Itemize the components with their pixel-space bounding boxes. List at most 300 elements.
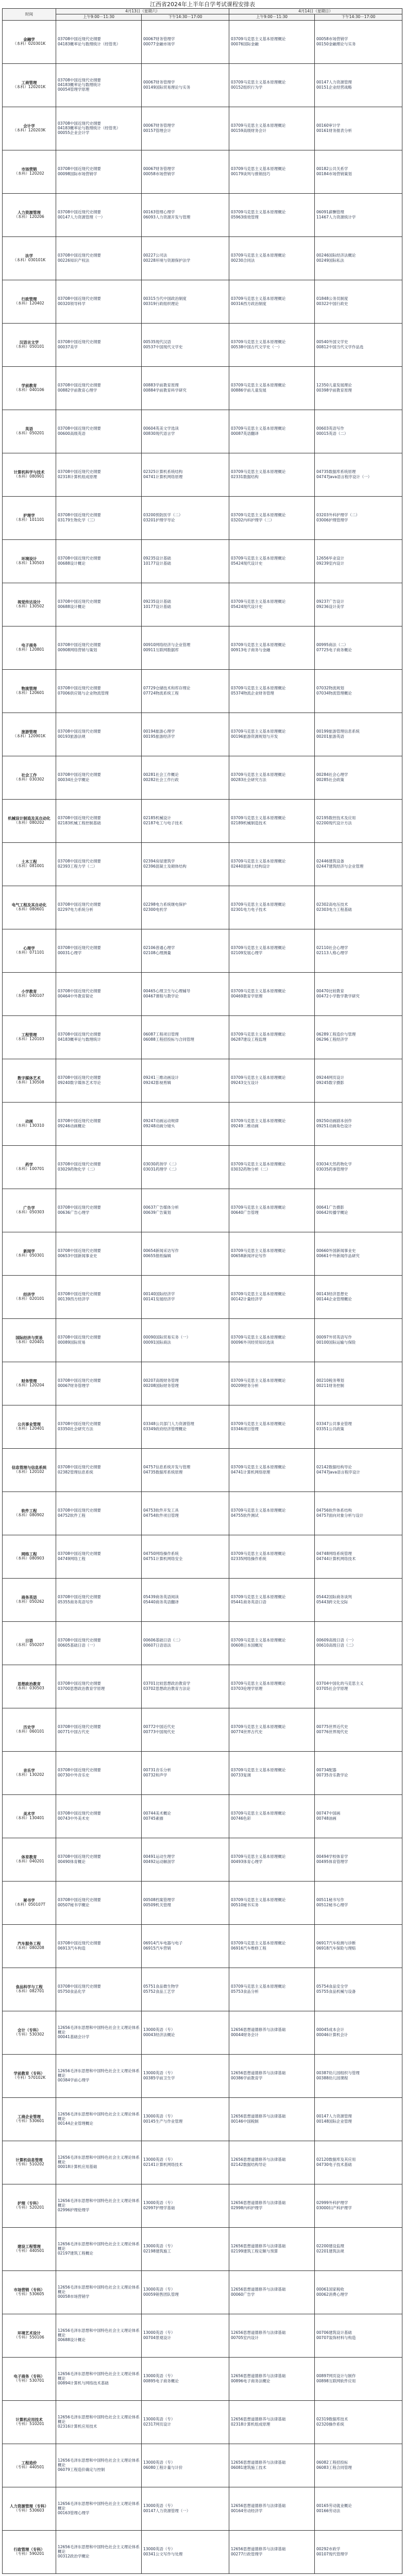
major-name: 工程造价 [21,2460,37,2465]
course-entry: 02141计算机网络技术 [143,2162,183,2167]
course-entry: 04757面向对象分析与设计 [316,1513,364,1518]
course-entry: 00147人力资源管理（一） [143,2508,191,2513]
session-cell [315,2487,402,2530]
course-entry: 00641广告摄影 [316,1205,344,1210]
table-row [3,410,402,453]
course-entry: 12656毛泽东思想和中国特色社会主义理论体系概论 [58,2025,140,2035]
session-cell [56,193,142,236]
course-entry: 12656毛泽东思想和中国特色社会主义理论体系概论 [58,2285,140,2294]
course-entry: 00707装饰材料与构造 [316,2335,356,2340]
course-entry: 07034物流管理概论 [316,690,352,696]
course-entry: 00911互联网数据库 [143,647,179,652]
major-cell [3,20,56,63]
session-cell [142,2530,229,2573]
session-cell [229,410,315,453]
course-entry: 02142数据结构导论 [316,1465,352,1470]
course-entry: 00145生产与作业管理 [143,2119,183,2124]
major-name: 工商企业管理 [18,2114,41,2119]
course-entry: 03709马克思主义基本原理概论 [231,426,286,431]
course-entry: 03708中国近现代史纲要 [58,1681,101,1686]
course-entry: 02440混凝土结构设计 [231,863,271,869]
major-code: （专科）440501 [14,2465,44,2470]
session-cell [229,1145,315,1189]
course-entry: 02183机械工程控制基础 [58,820,101,825]
course-entry: 00341公文写作与处理 [143,2551,183,2556]
table-row [3,1015,402,1059]
session-cell [315,1492,402,1535]
session-cell [229,2011,315,2054]
course-entry: 00199旅游管理信息系统 [316,729,360,734]
session-cell [315,1924,402,1968]
course-entry: 00277行政管理学 [231,2551,263,2556]
course-entry: 03709马克思主义基本原理概论 [231,80,286,85]
session-cell [315,1232,402,1275]
course-entry: 03709马克思主义基本原理概论 [231,556,286,561]
session-cell [229,1708,315,1751]
major-name: 动画 [25,1118,33,1124]
header-date-day2: 4月14日（星期日） [229,9,402,14]
major-name: 美术学 [23,1811,35,1816]
session-cell [56,626,142,669]
course-entry: 03708中国近现代史纲要 [58,729,101,734]
session-cell [229,1318,315,1362]
course-entry: 03708中国近现代史纲要 [58,1421,101,1427]
course-entry: 09240数字媒体艺术导论 [58,1080,101,1085]
session-cell [56,1448,142,1492]
session-cell [56,713,142,756]
course-entry: 12656毛泽东思想和中国特色社会主义理论体系概论 [58,2545,140,2554]
course-entry: 00744美术概论 [143,1811,171,1816]
major-name: 电子商务 [21,642,37,648]
course-entry: 03709马克思主义基本原理概论 [231,340,286,345]
course-entry: 00388幼儿园课程 [316,2075,348,2080]
table-row [3,2530,402,2573]
course-entry: 00098国际市场营销学 [58,171,97,176]
course-entry: 02394房屋建筑学 [143,859,175,864]
session-cell [315,2314,402,2357]
session-cell [229,756,315,799]
course-entry: 06918汽车保险与理赔 [316,1945,356,1951]
course-entry: 00688设计概论 [58,2337,86,2342]
major-name: 食品科学与工程 [15,1984,43,1989]
major-cell [3,496,56,539]
course-entry: 03708中国近现代史纲要 [58,1724,101,1730]
major-code: （专科）510202 [14,2162,44,2167]
session-cell [56,150,142,193]
course-entry: 00228环境与资源保护法学 [143,258,191,263]
table-row [3,1621,402,1665]
course-entry: 00179谈判与推销技巧 [231,171,271,176]
session-cell [142,1102,229,1145]
course-entry: 03709马克思主义基本原理概论 [231,1075,286,1080]
session-cell [229,2141,315,2184]
course-entry: 00149国际贸易理论与实务 [143,84,191,90]
course-entry: 04183概率论与数理统计 [58,1037,101,1042]
course-entry: 07725电子商务概论 [316,647,352,652]
major-cell [3,1708,56,1751]
course-entry: 00018计算机应用基础 [58,2164,97,2169]
session-cell [229,20,315,63]
course-entry: 03708中国近现代史纲要 [58,1551,101,1556]
major-code: （本科）050107T [12,1902,46,1907]
course-entry: 02200建设监理 [316,2244,344,2249]
course-entry: 00292市政学 [316,2547,341,2552]
major-cell [3,2530,56,2573]
course-entry: 12656思想道德修养与法律基础 [231,2027,286,2032]
major-name: 土木工程 [21,859,37,864]
course-entry: 00772中国近代史 [143,1724,175,1730]
course-entry: 00046计算机会计 [316,2032,348,2037]
major-code: （本科）050301 [14,1253,44,1258]
course-entry: 03348公共部门人力资源管理 [143,1421,194,1427]
session-cell [315,1578,402,1621]
major-name: 思想政治教育 [18,1681,41,1686]
course-entry: 00141发展经济学 [143,1296,175,1301]
course-entry: 03709马克思主义基本原理概论 [231,1768,286,1773]
table-row [3,323,402,366]
major-code: （本科）050207 [14,1642,44,1648]
course-entry: 01848公务员制度 [316,296,348,301]
session-cell [315,236,402,280]
session-cell [142,1145,229,1189]
major-code: （本科）130508 [14,1080,44,1085]
session-cell [229,1924,315,1968]
session-cell [229,1665,315,1708]
course-entry: 00655报纸编辑 [143,1253,171,1258]
session-cell [229,713,315,756]
course-entry: 04730电子技术基础 [316,2162,352,2167]
course-entry: 11467人力资源统计学 [316,214,356,219]
course-entry: 03708中国近现代史纲要 [58,599,101,604]
major-code: （本科）130310 [14,1123,44,1128]
major-code: （专科）590201 [14,2551,44,2556]
table-row [3,2141,402,2184]
course-entry: 03709马克思主义基本原理概论 [231,1508,286,1513]
course-entry: 00494学校体育学 [316,1854,348,1859]
session-cell [142,1535,229,1578]
major-code: （本科）050101 [14,344,44,349]
course-entry: 09247动画运动规律 [143,1118,179,1124]
course-entry: 03031药理学（二） [143,1166,179,1172]
major-cell [3,2270,56,2314]
session-cell [142,1405,229,1448]
session-cell [142,2444,229,2487]
course-entry: 03709马克思主义基本原理概论 [231,1335,286,1340]
course-entry: 00201旅游英语 [316,734,344,739]
major-cell [3,972,56,1015]
course-entry: 03708中国近现代史纲要 [58,1032,101,1037]
course-entry: 00210税务筹划 [316,1378,344,1383]
course-entry: 00608日本国概况 [231,1642,263,1648]
course-entry: 05442国际商务谈判 [316,1595,352,1600]
major-name: 小学教育 [21,989,37,994]
course-entry: 00540外国文学史 [316,340,348,345]
major-code: （本科）082701 [14,1989,44,1994]
course-entry: 07032物流规划 [316,686,344,691]
course-entry: 00096外刊经贸知识选读 [231,1340,274,1345]
major-code: （本科）080902 [14,1513,44,1518]
major-code: （本科）040107 [14,993,44,998]
major-cell [3,583,56,626]
course-entry: 00511秘书写作 [316,1897,344,1903]
course-entry: 12656思想道德修养与法律基础 [231,2417,286,2422]
course-entry: 02120数据库及其应用 [316,2157,356,2162]
course-entry: 00320领导科学 [58,301,86,306]
table-row [3,2357,402,2400]
major-code: （本科）050201 [14,431,44,436]
session-cell [229,1794,315,1838]
course-entry: 00775世界近代史 [316,1724,348,1730]
major-cell [3,236,56,280]
course-entry: 00151企业经营战略 [316,84,352,90]
major-code: （本科）050262 [14,1599,44,1604]
course-entry: 12656思想道德修养与法律基础 [231,2374,286,2379]
course-entry: 00747中国画 [316,1811,341,1816]
course-entry: 06296工程经济学 [316,1037,348,1042]
course-entry: 03708中国近现代史纲要 [58,1854,101,1859]
session-cell [56,1362,142,1405]
course-entry: 00157管理会计 [143,128,171,133]
course-entry: 00160审计学 [316,123,341,128]
session-cell [315,280,402,323]
course-entry: 12656思想道德修养与法律基础 [231,2200,286,2206]
session-cell [56,2054,142,2097]
course-entry: 00732和声学 [143,1772,167,1777]
major-code: （本科）020301K [12,41,46,46]
course-entry: 03701比较思想政治教育学 [143,1681,191,1686]
major-name: 经济学 [23,1292,35,1297]
session-cell [229,366,315,410]
course-entry: 09244网页设计 [316,1075,344,1080]
session-cell [229,1102,315,1145]
course-entry: 03708中国近现代史纲要 [58,253,101,258]
session-cell [315,410,402,453]
course-entry: 12656毕业设计 [316,556,344,561]
course-entry: 00688设计概论 [58,561,86,566]
course-entry: 00249国际私法 [316,258,344,263]
course-entry: 00607日语语法 [143,1642,171,1648]
course-entry: 02325计算机系统结构 [143,469,183,474]
session-cell [142,2314,229,2357]
course-entry: 00776世界现代史 [316,1729,348,1734]
header-session-day1-pm: 下午14:30－17:00 [142,14,229,20]
session-cell [142,2400,229,2444]
course-entry: 02317网页设计 [143,2421,171,2427]
session-cell [56,496,142,539]
course-entry: 03708中国近现代史纲要 [58,556,101,561]
major-code: （专科）530701 [14,2378,44,2383]
course-entry: 03350社会研究方法 [58,1426,93,1431]
major-code: （本科）120203K [12,128,46,133]
table-row [3,1708,402,1751]
course-entry: 00895电子商务概论 [143,2378,179,2383]
course-entry: 03203外科护理学（二） [316,513,360,518]
session-cell [229,2444,315,2487]
major-code: （本科）080208 [14,1945,44,1951]
session-cell [229,2487,315,2530]
course-entry: 00464中外教育简史 [58,993,93,998]
session-cell [56,929,142,972]
session-cell [56,1968,142,2011]
course-entry: 00164劳动经济学 [231,2508,263,2513]
course-entry: 03708中国近现代史纲要 [58,1984,101,1989]
course-entry: 02998内科护理学 [231,2205,263,2210]
session-cell [142,886,229,929]
course-entry: 06916汽车维修工程 [231,1945,266,1951]
session-cell [229,2184,315,2227]
major-name: 机械设计制造及其自动化 [8,816,50,821]
session-cell [56,2270,142,2314]
table-row [3,1275,402,1318]
session-cell [229,583,315,626]
major-name: 护理学 [23,513,35,518]
header-time: 时间 [3,9,56,21]
course-entry: 00733复调 [231,1772,251,1777]
course-entry: 03709马克思主义基本原理概论 [231,1118,286,1124]
major-cell [3,63,56,107]
session-cell [315,2444,402,2487]
session-cell [142,2141,229,2184]
session-cell [142,1708,229,1751]
course-entry: 00100国际运输与保险 [316,1340,356,1345]
major-cell [3,2227,56,2270]
course-entry: 13000英语（专） [143,2287,175,2292]
major-code: （本科）101101 [14,517,44,522]
session-cell [229,2270,315,2314]
major-name: 法学 [25,253,33,258]
course-entry: 09251动画角色设计 [316,1123,352,1128]
major-cell [3,1492,56,1535]
session-cell [56,1665,142,1708]
session-cell [56,366,142,410]
table-row [3,1794,402,1838]
session-cell [56,886,142,929]
major-cell [3,2357,56,2400]
course-entry: 00077金融市场学 [143,41,175,46]
major-name: 汉语言文学 [19,340,39,345]
course-entry: 03709马克思主义基本原理概论 [231,686,286,691]
session-cell [315,1189,402,1232]
major-code: （本科）120102 [14,1469,44,1475]
session-cell [315,799,402,842]
course-entry: 03708中国近现代史纲要 [58,1508,101,1513]
course-entry: 02999外科护理学 [316,2200,348,2206]
course-entry: 00067财务管理学 [58,1383,90,1388]
session-cell [56,453,142,496]
course-entry: 02382管理信息系统 [58,1469,93,1475]
course-entry: 00610高级日语（二） [316,1642,356,1648]
course-entry: 03708中国近现代史纲要 [58,166,101,172]
session-cell [315,1751,402,1794]
course-entry: 12656思想道德修养与法律基础 [231,2157,286,2162]
course-entry: 03708中国近现代史纲要 [58,1075,101,1080]
course-entry: 12656毛泽东思想和中国特色社会主义理论体系概论 [58,2242,140,2251]
course-entry: 03709马克思主义基本原理概论 [231,1378,286,1383]
course-entry: 06917汽车检测与诊断 [316,1941,356,1946]
table-row [3,2314,402,2357]
major-code: （专科）530603 [14,2508,44,2513]
session-cell [56,583,142,626]
course-entry: 00061国家税收 [316,2287,344,2292]
session-cell [315,1275,402,1318]
session-cell [142,539,229,583]
course-entry: 00894计算机与网络技术基础 [58,2380,109,2385]
major-cell [3,1665,56,1708]
course-entry: 00704景观设计 [143,2335,171,2340]
course-entry: 03709马克思主义基本原理概论 [231,513,286,518]
course-entry: 04749网络工程 [58,1556,86,1561]
course-entry: 00319行政组织理论 [143,301,179,306]
course-entry: 00465心理卫生与心理辅导 [143,989,191,994]
course-entry: 12656毛泽东思想和中国特色社会主义理论体系概论 [58,2112,140,2121]
course-entry: 03708中国近现代史纲要 [58,902,101,907]
course-entry: 00774世界古代史 [231,1729,263,1734]
session-cell [315,453,402,496]
session-cell [56,2227,142,2270]
course-entry: 09237广告设计 [316,599,344,604]
course-entry: 06083工程合同管理 [316,2465,352,2470]
session-cell [56,2314,142,2357]
course-entry: 00209财务分析 [231,1383,259,1388]
course-entry: 07006供应链与企业物流管理 [58,690,109,696]
course-entry: 00467课程与教学论 [143,993,179,998]
course-entry: 00150金融理论与实务 [316,41,356,46]
session-cell [315,756,402,799]
course-entry: 04755软件测试 [231,1513,259,1518]
session-cell [315,1881,402,1924]
table-row [3,1405,402,1448]
course-entry: 12656思想道德修养与法律基础 [231,2244,286,2249]
session-cell [142,1621,229,1665]
table-row [3,1838,402,1881]
major-name: 学前教育（专科） [13,2071,45,2076]
session-cell [315,1362,402,1405]
session-cell [142,1838,229,1881]
course-entry: 12656毛泽东思想和中国特色社会主义理论体系概论 [58,2371,140,2381]
course-entry: 13000英语（专） [143,2157,175,2162]
major-cell [3,756,56,799]
course-entry: 00207高级财务管理 [143,1378,179,1383]
course-entry: 00087英语翻译 [231,431,259,436]
header-row-dates [3,9,402,14]
course-entry: 00196旅游资源规划与开发 [231,734,278,739]
course-entry: 09235设计基础 [143,556,171,561]
table-row [3,669,402,713]
course-entry: 03708中国近现代史纲要 [58,1335,101,1340]
session-cell [142,2184,229,2227]
table-row [3,63,402,107]
table-row [3,1232,402,1275]
session-cell [56,1578,142,1621]
course-entry: 07724物流系统工程 [143,690,179,696]
major-cell [3,150,56,193]
course-entry: 02318计算机组成原理 [58,474,97,479]
major-name: 人力资源管理 [18,210,41,215]
course-entry: 03709马克思主义基本原理概论 [231,166,286,172]
course-entry: 04751计算机网络安全 [143,1556,183,1561]
session-cell [315,1838,402,1881]
session-cell [315,63,402,107]
session-cell [56,1318,142,1362]
session-cell [315,2270,402,2314]
major-code: （专科）520201 [14,2205,44,2210]
course-entry: 04757信息系统开发与管理 [143,1465,191,1470]
course-entry: 06913汽车构造 [58,1945,86,1951]
course-entry: 03351公共政策 [316,1426,344,1431]
session-cell [142,453,229,496]
table-row [3,626,402,669]
course-entry: 13000英语（专） [143,2244,175,2249]
